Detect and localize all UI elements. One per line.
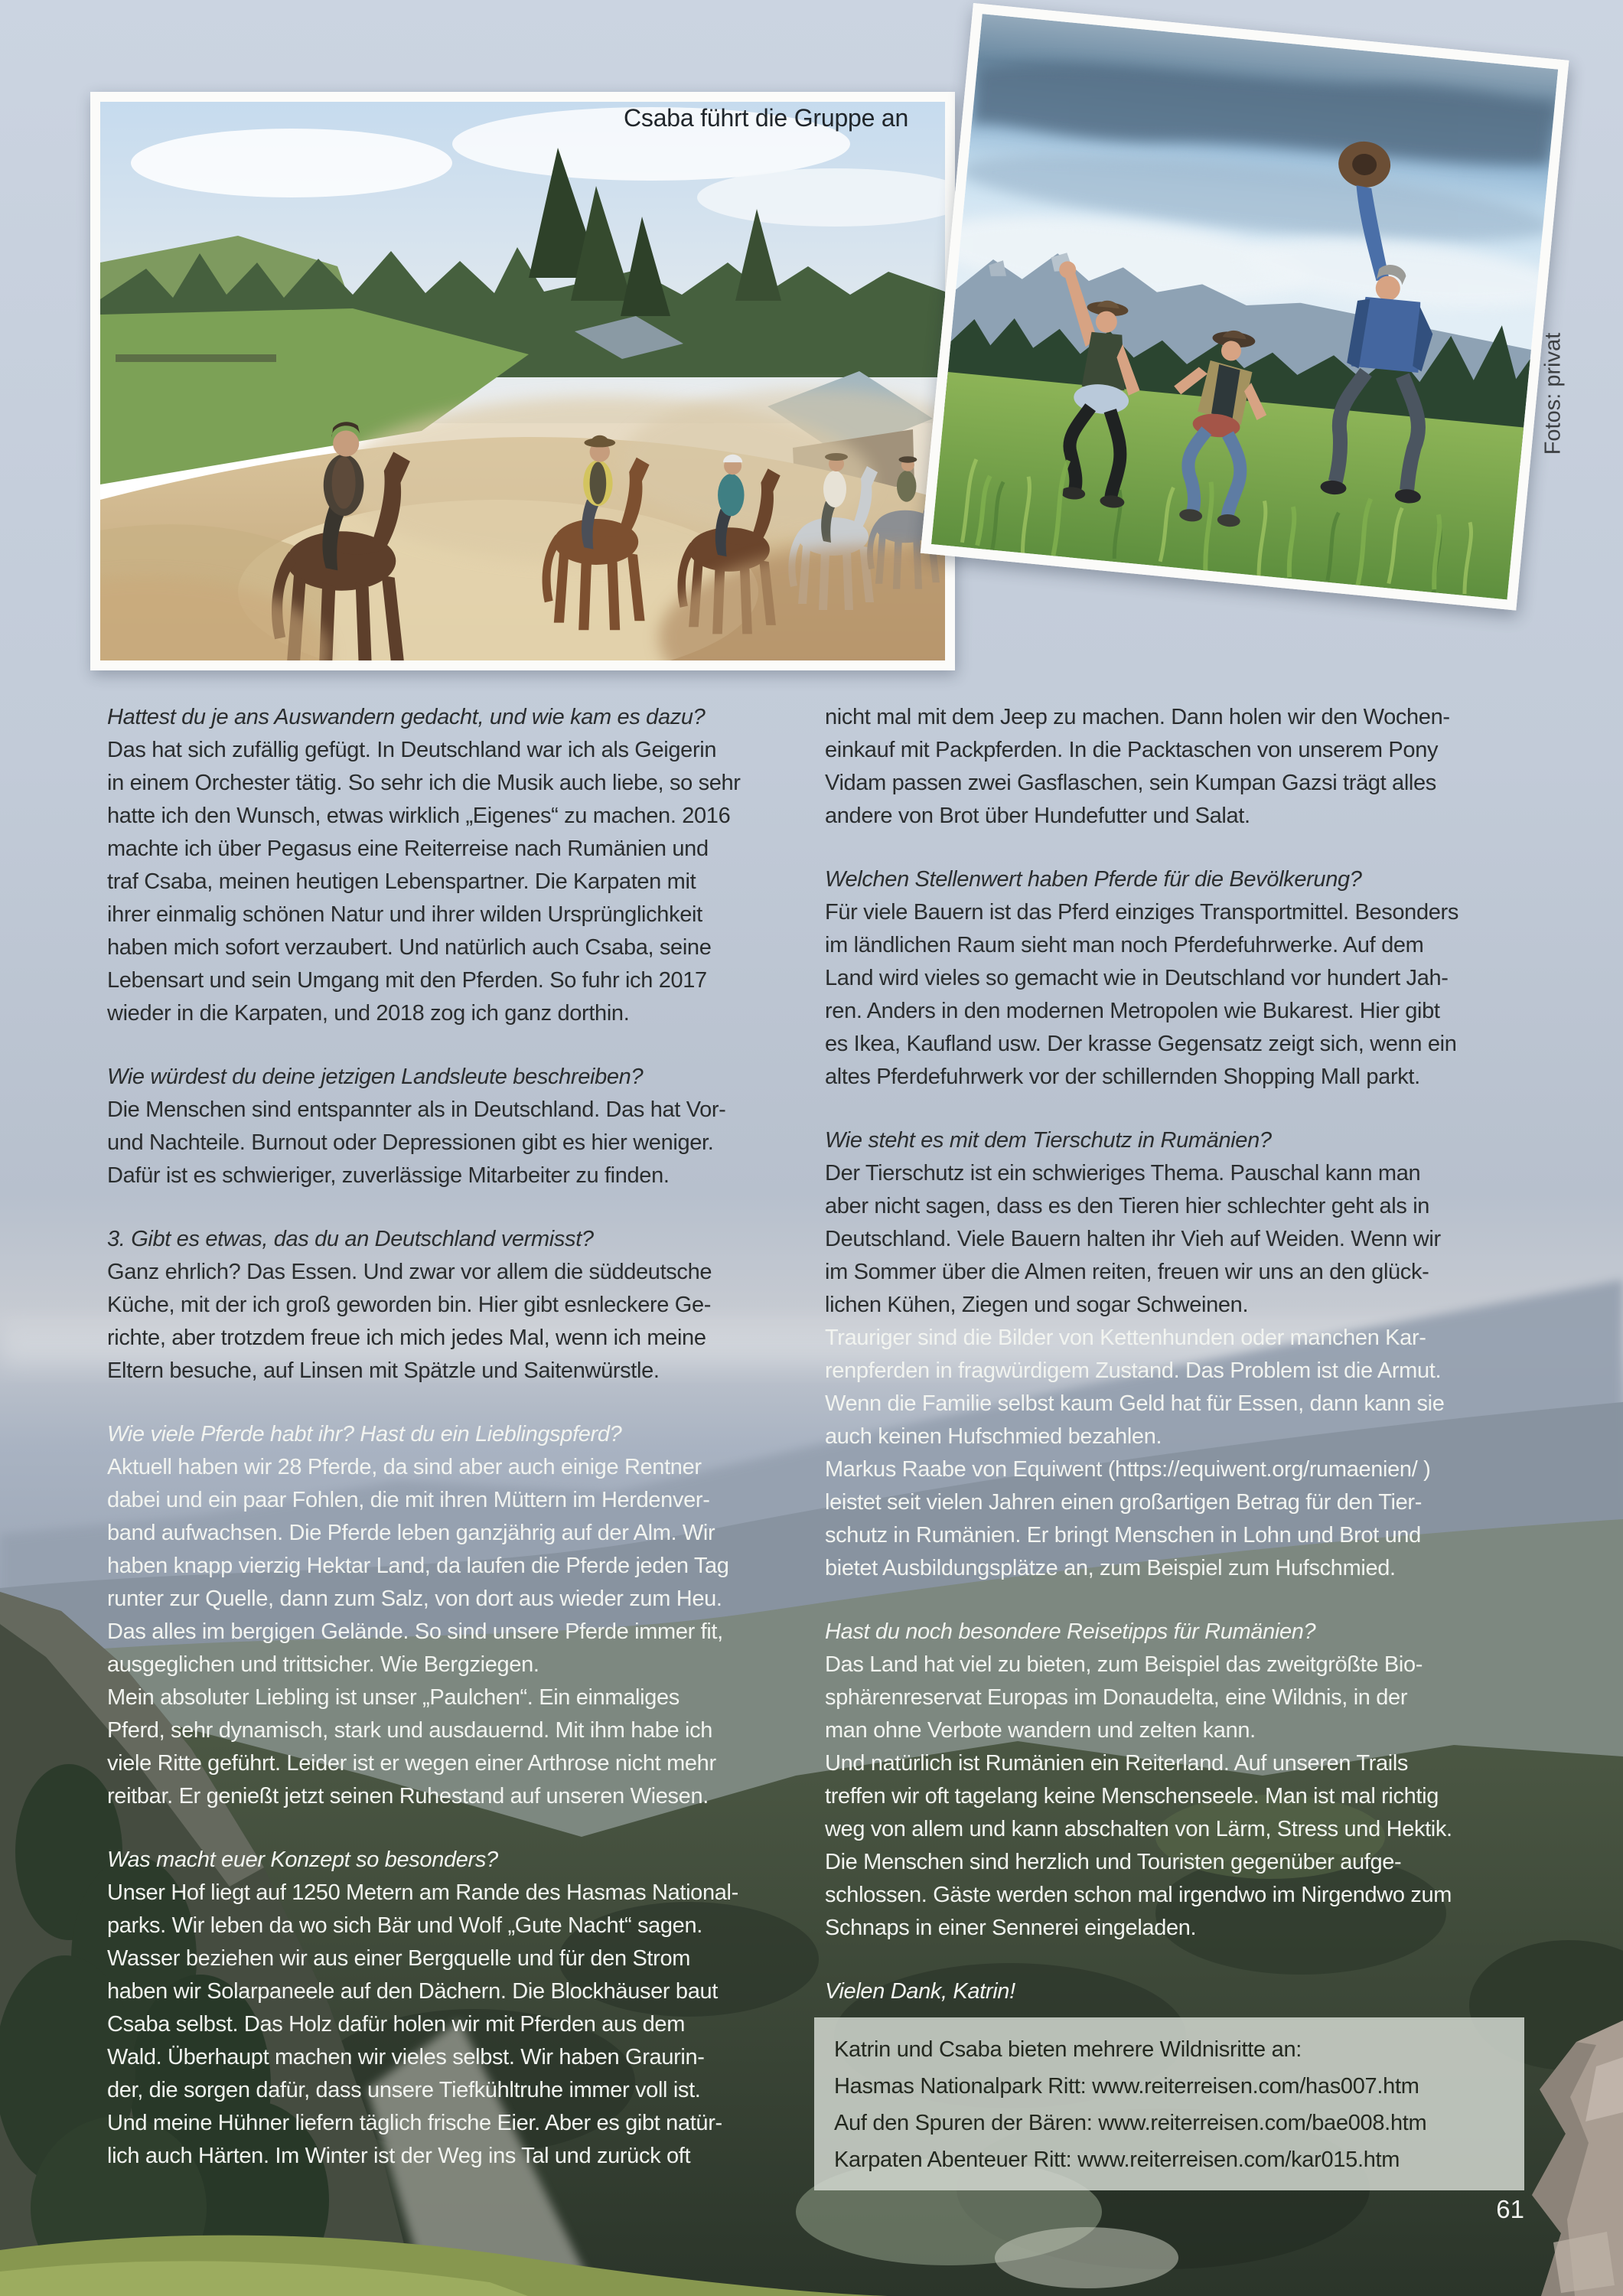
- interview-question: Wie steht es mit dem Tierschutz in Rumänien?: [825, 1128, 1272, 1153]
- info-box-link-karpaten: Karpaten Abenteuer Ritt: www.reiterreisen.com/kar015.htm: [834, 2148, 1400, 2172]
- jumping-group-illustration: [931, 14, 1558, 599]
- interview-question: Hast du noch besondere Reisetipps für Rumänien?: [825, 1619, 1316, 1644]
- interview-question: Wie würdest du deine jetzigen Landsleute beschreiben?: [107, 1065, 644, 1089]
- interview-block: [107, 1418, 815, 1813]
- interview-block: [825, 1124, 1552, 1585]
- info-box-link-hasmas: Hasmas Nationalpark Ritt: www.reiterreisen.com/has007.htm: [834, 2074, 1419, 2099]
- interview-answer: nicht mal mit dem Jeep zu machen. Dann holen wir den Wochen- einkauf mit Packpferden. In die Packtaschen von unserem Pony Vidam passen zwei Gasflaschen, sein Kumpan Gazsi trägt alles andere von Brot über Hundefutter und Salat.: [825, 705, 1450, 828]
- riding-group-illustration: [100, 102, 945, 660]
- interview-answer: Ganz ehrlich? Das Essen. Und zwar vor allem die süddeutsche Küche, mit der ich groß geworden bin. Hier gibt esnleckere Ge- richte, aber trotzdem freue ich mich jedes Mal, wenn ich meine Eltern besuche, auf Linsen mit Spätzle und Saitenwürstle.: [107, 1260, 712, 1383]
- interview-block: [107, 1844, 815, 2173]
- interview-answer: Trauriger sind die Bilder von Kettenhunden oder manchen Kar- renpferden in fragwürdigem Zustand. Das Problem ist die Armut. Wenn die Familie selbst kaum Geld hat für Essen, dann kann sie auch keinen Hufschmied bezahlen. Markus Raabe von Equiwent (https://equiwent.org/rumaenien/ ) leistet seit vielen Jahren einen großartigen Betrag für den Tier- schutz in Rumänien. Er bringt Menschen in Lohn und Brot und bietet Ausbildungsplätze an, zum Beispiel zum Hufschmied.: [825, 1326, 1445, 1580]
- interview-block: [107, 701, 815, 1030]
- interview-answer: Das hat sich zufällig gefügt. In Deutschland war ich als Geigerin in einem Orchester tätig. So sehr ich die Musik auch liebe, so sehr hatte ich den Wunsch, etwas wirklich „Eigenes“ zu machen. 2016 machte ich über Pegasus eine Reiterreise nach Rumänien und traf Csaba, meinen heutigen Lebenspartner. Die Karpaten mit ihrer einmalig schönen Natur und ihrer wilden Ursprünglichkeit haben mich sofort verzaubert. Und natürlich auch Csaba, seine Lebensart und sein Umgang mit den Pferden. So fuhr ich 2017 wieder in die Karpaten, und 2018 zog ich ganz dorthin.: [107, 738, 741, 1026]
- interview-question: Was macht euer Konzept so besonders?: [107, 1848, 498, 1872]
- interview-block: [825, 1975, 1552, 2008]
- interview-block: [825, 701, 1552, 833]
- interview-answer: Die Menschen sind entspannter als in Deutschland. Das hat Vor- und Nachteile. Burnout oder Depressionen gibt es hier weniger. Dafür ist es schwieriger, zuverlässige Mitarbeiter zu finden.: [107, 1097, 726, 1188]
- interview-answer: Unser Hof liegt auf 1250 Metern am Rande des Hasmas National- parks. Wir leben da wo sich Bär und Wolf „Gute Nacht“ sagen. Wasser beziehen wir aus einer Bergquelle und für den Strom haben wir Solarpaneele auf den Dächern. Die Blockhäuser baut Csaba selbst. Das Holz dafür holen wir mit Pferden aus dem Wald. Überhaupt machen wir vieles selbst. Wir haben Graurin- der, die sorgen dafür, dass unsere Tiefkühltruhe immer voll ist. Und meine Hühner liefern täglich frische Eier. Aber es gibt natür- lich auch Härten. Im Winter ist der Weg ins Tal und zurück oft: [107, 1880, 738, 2168]
- interview-block: [107, 1061, 815, 1192]
- photo-riding-group: [90, 92, 955, 670]
- info-box-link-baeren: Auf den Spuren der Bären: www.reiterreisen.com/bae008.htm: [834, 2111, 1427, 2135]
- interview-question: Hattest du je ans Auswandern gedacht, und wie kam es dazu?: [107, 705, 706, 729]
- interview-right-column: [825, 701, 1552, 2039]
- info-box-title: Katrin und Csaba bieten mehrere Wildnisritte an:: [834, 2037, 1302, 2062]
- interview-signoff: Vielen Dank, Katrin!: [825, 1979, 1015, 2004]
- interview-answer: Aktuell haben wir 28 Pferde, da sind aber auch einige Rentner dabei und ein paar Fohlen, die mit ihren Müttern im Herdenver- band aufwachsen. Die Pferde leben ganzjährig auf der Alm. Wir haben knapp vierzig Hektar Land, da laufen die Pferde jeden Tag runter zur Quelle, dann zum Salz, von dort aus wieder zum Heu. Das alles im bergigen Gelände. So sind unsere Pferde immer fit, ausgeglichen und trittsicher. Wie Bergziegen. Mein absoluter Liebling ist unser „Paulchen“. Ein einmaliges Pferd, sehr dynamisch, stark und ausdauernd. Mit ihm habe ich viele Ritte geführt. Leider ist er wegen einer Arthrose nicht mehr reitbar. Er genießt jetzt seinen Ruhestand auf unseren Wiesen.: [107, 1455, 729, 1808]
- interview-answer: Für viele Bauern ist das Pferd einziges Transportmittel. Besonders im ländlichen Raum sieht man noch Pferdefuhrwerke. Auf dem Land wird vieles so gemacht wie in Deutschland vor hundert Jah- ren. Anders in den modernen Metropolen wie Bukarest. Hier gibt es Ikea, Kaufland usw. Der krasse Gegensatz zeigt sich, wenn ein altes Pferdefuhrwerk vor der schillernden Shopping Mall parkt.: [825, 900, 1458, 1089]
- photo-jumping-group: [921, 3, 1569, 611]
- interview-question: 3. Gibt es etwas, das du an Deutschland vermisst?: [107, 1227, 594, 1251]
- interview-block: [825, 863, 1552, 1094]
- photo-credit: Fotos: privat: [1540, 332, 1566, 455]
- photo-caption: Csaba führt die Gruppe an: [624, 104, 909, 132]
- interview-block: [825, 1616, 1552, 1945]
- interview-answer: Das Land hat viel zu bieten, zum Beispiel das zweitgrößte Bio- sphärenreservat Europas im Donaudelta, eine Wildnis, in der man ohne Verbote wandern und zelten kann. Und natürlich ist Rumänien ein Reiterland. Auf unseren Trails treffen wir oft tagelang keine Menschenseele. Man ist mal richtig weg von allem und kann abschalten von Lärm, Stress und Hektik. Die Menschen sind herzlich und Touristen gegenüber aufge- schlossen. Gäste werden schon mal irgendwo im Nirgendwo zum Schnaps in einer Sennerei eingeladen.: [825, 1652, 1452, 1940]
- page-number: 61: [1496, 2195, 1524, 2223]
- interview-left-column: [107, 701, 815, 2203]
- interview-question: Wie viele Pferde habt ihr? Hast du ein Lieblingspferd?: [107, 1422, 622, 1446]
- info-box-wildnisritte: [814, 2017, 1524, 2190]
- interview-question: Welchen Stellenwert haben Pferde für die Bevölkerung?: [825, 867, 1362, 892]
- interview-answer: Der Tierschutz ist ein schwieriges Thema. Pauschal kann man aber nicht sagen, dass es den Tieren hier schlechter geht als in Deutschland. Viele Bauern halten ihr Vieh auf Weiden. Wenn wir im Sommer über die Almen reiten, freuen wir uns an den glück- lichen Kühen, Ziegen und sogar Schweinen.: [825, 1161, 1441, 1317]
- interview-block: [107, 1223, 815, 1388]
